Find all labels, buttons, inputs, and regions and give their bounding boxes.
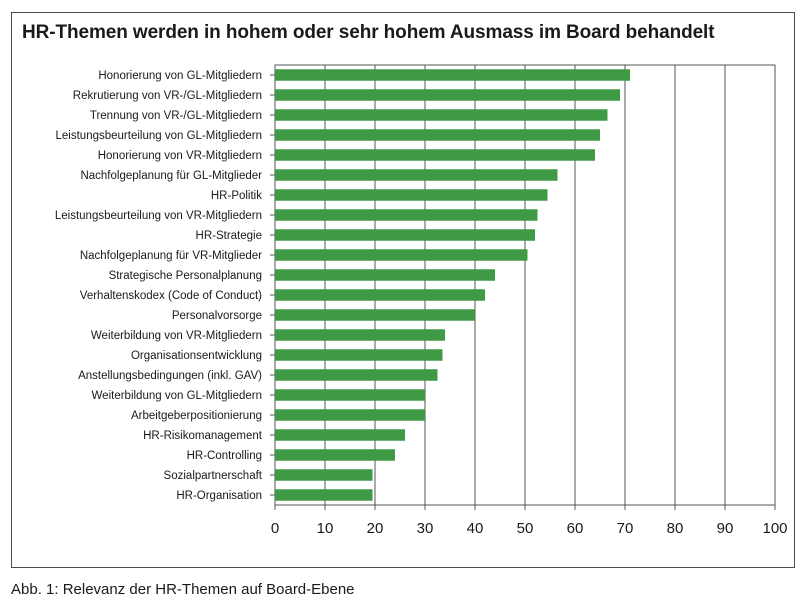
bar xyxy=(275,409,425,421)
category-label: Strategische Personalplanung xyxy=(108,270,262,282)
chart-title: HR-Themen werden in hohem oder sehr hohem Ausmass im Board behandelt xyxy=(22,22,715,43)
category-label: HR-Risikomanagement xyxy=(143,430,262,442)
bar xyxy=(275,309,475,321)
bar xyxy=(275,209,538,221)
bar xyxy=(275,329,445,341)
bar xyxy=(275,229,535,241)
category-label: Anstellungsbedingungen (inkl. GAV) xyxy=(78,370,262,382)
category-label: Leistungsbeurteilung von GL-Mitgliedern xyxy=(55,130,262,142)
category-label: Honorierung von VR-Mitgliedern xyxy=(97,150,262,162)
bar xyxy=(275,269,495,281)
x-tick-label: 100 xyxy=(762,520,788,537)
figure-caption: Abb. 1: Relevanz der HR-Themen auf Board-Ebene xyxy=(11,581,355,598)
x-tick-label: 50 xyxy=(516,520,534,537)
bar xyxy=(275,289,485,301)
x-tick-label: 20 xyxy=(366,520,384,537)
bar xyxy=(275,369,438,381)
category-label: Rekrutierung von VR-/GL-Mitgliedern xyxy=(72,90,262,102)
bar xyxy=(275,249,528,261)
category-label: Honorierung von GL-Mitgliedern xyxy=(98,70,262,82)
category-label: HR-Organisation xyxy=(176,490,262,502)
bar xyxy=(275,149,595,161)
category-label: Nachfolgeplanung für VR-Mitglieder xyxy=(79,250,262,262)
category-label: Weiterbildung von VR-Mitgliedern xyxy=(90,330,262,342)
bar xyxy=(275,89,620,101)
category-label: Leistungsbeurteilung von VR-Mitgliedern xyxy=(54,210,262,222)
x-tick-label: 70 xyxy=(616,520,634,537)
category-label: Organisationsentwicklung xyxy=(130,350,262,362)
x-tick-label: 0 xyxy=(270,520,280,537)
bar xyxy=(275,69,630,81)
bar xyxy=(275,129,600,141)
x-tick-label: 30 xyxy=(416,520,434,537)
category-label: HR-Controlling xyxy=(186,450,262,462)
category-label: HR-Strategie xyxy=(195,230,262,242)
x-tick-label: 60 xyxy=(566,520,584,537)
x-tick-label: 90 xyxy=(716,520,734,537)
x-tick-label: 10 xyxy=(316,520,334,537)
category-label: Trennung von VR-/GL-Mitgliedern xyxy=(89,110,262,122)
category-label: Weiterbildung von GL-Mitgliedern xyxy=(91,390,262,402)
bar xyxy=(275,109,608,121)
category-label: Arbeitgeberpositionierung xyxy=(130,410,262,422)
bar xyxy=(275,489,373,501)
category-label: Personalvorsorge xyxy=(171,310,262,322)
category-label: Nachfolgeplanung für GL-Mitglieder xyxy=(80,170,262,182)
bar xyxy=(275,349,443,361)
x-tick-label: 40 xyxy=(466,520,484,537)
bar xyxy=(275,469,373,481)
bar xyxy=(275,449,395,461)
bar xyxy=(275,429,405,441)
x-tick-label: 80 xyxy=(666,520,684,537)
bar xyxy=(275,189,548,201)
category-label: Sozialpartnerschaft xyxy=(163,470,262,482)
bar xyxy=(275,169,558,181)
category-label: Verhaltenskodex (Code of Conduct) xyxy=(79,290,262,302)
category-label: HR-Politik xyxy=(210,190,262,202)
bar xyxy=(275,389,425,401)
